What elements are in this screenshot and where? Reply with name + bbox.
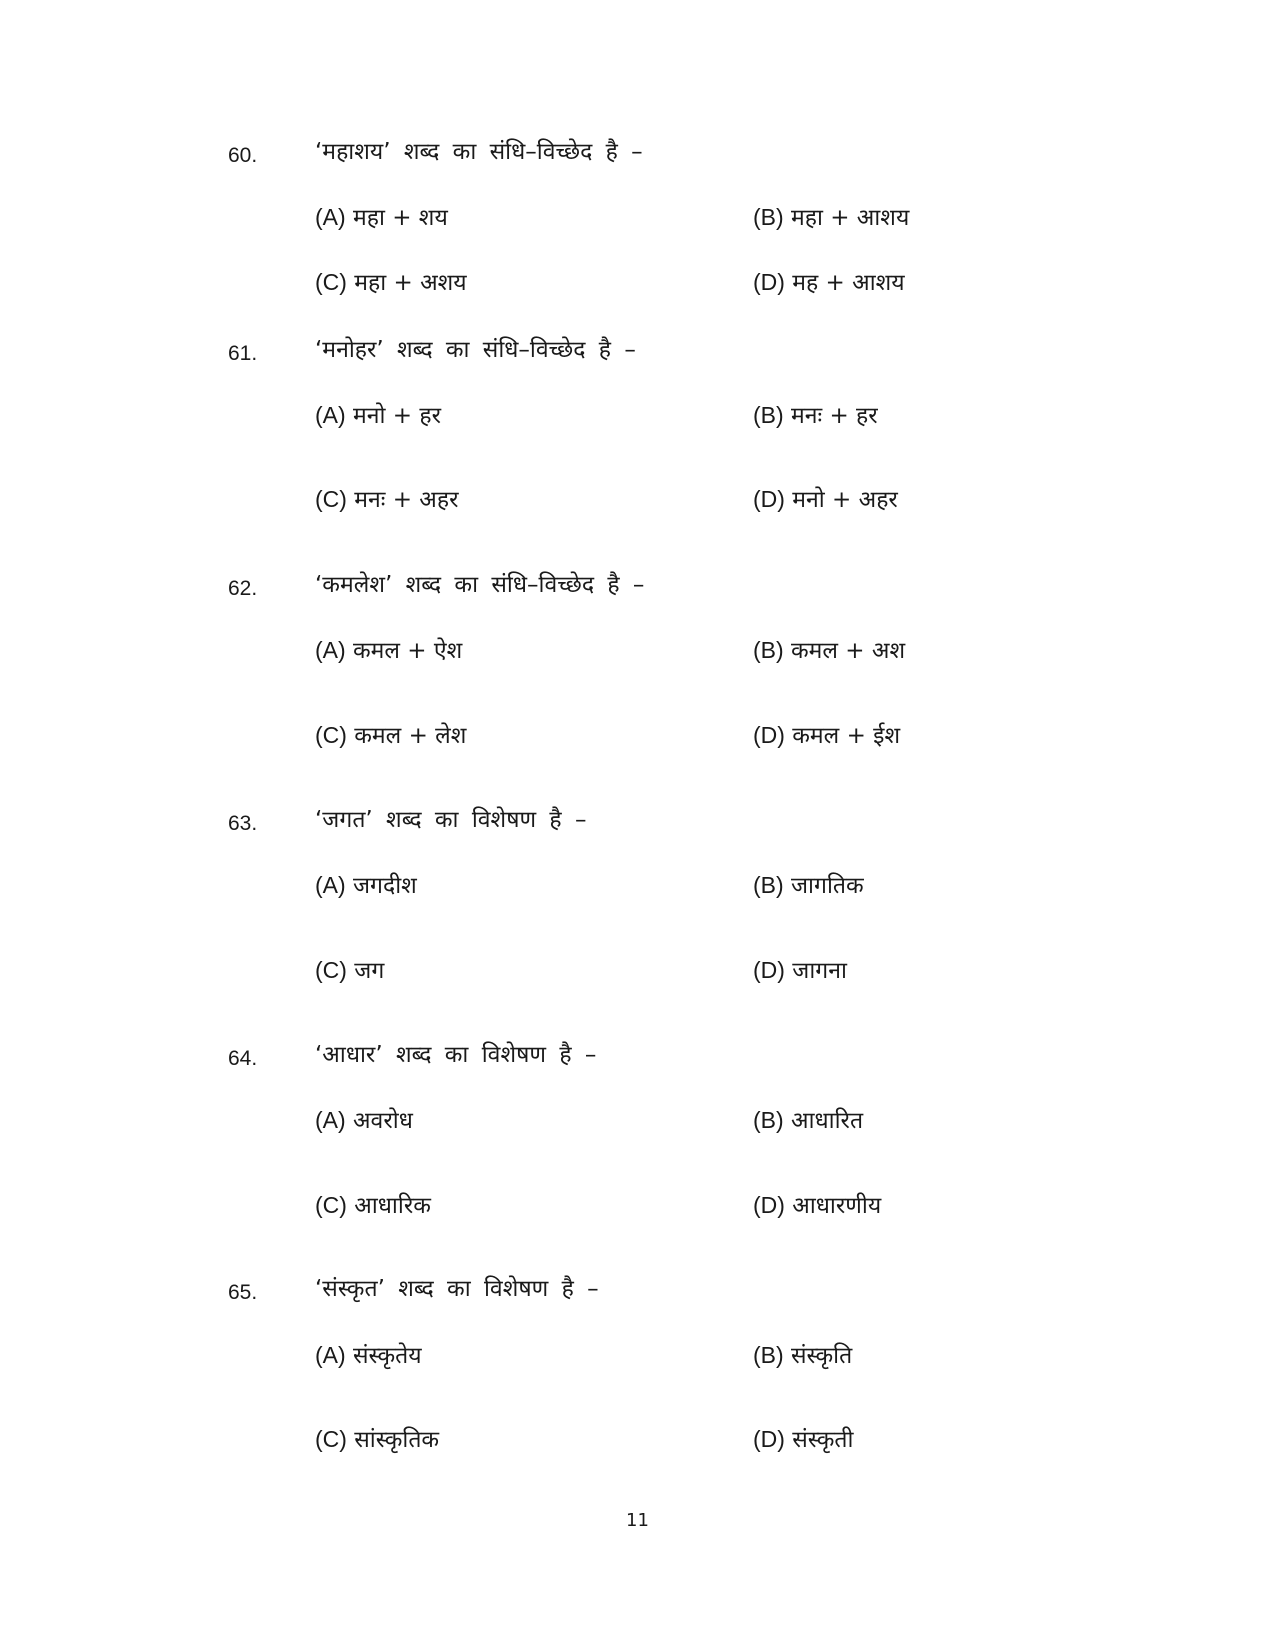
option-label: (C) [315, 269, 347, 295]
question-text: ‘जगत’ शब्द का विशेषण है – [315, 807, 587, 833]
option-a [315, 1106, 413, 1135]
question-text: ‘आधार’ शब्द का विशेषण है – [315, 1042, 597, 1068]
option-d [753, 721, 900, 750]
option-c [315, 268, 467, 297]
question-number: 65. [228, 1281, 258, 1304]
option-c [315, 1191, 431, 1220]
option-text: जगदीश [352, 873, 417, 899]
question-text: ‘मनोहर’ शब्द का संधि–विच्छेद है – [315, 337, 636, 363]
option-text: मनो + हर [352, 403, 441, 429]
option-label: (C) [315, 486, 347, 512]
option-text: आधारिक [354, 1193, 431, 1219]
option-label: (C) [315, 722, 347, 748]
option-d [753, 956, 847, 985]
option-label: (C) [315, 957, 347, 983]
option-a [315, 203, 448, 232]
option-d [753, 268, 905, 297]
option-label: (D) [753, 269, 785, 295]
option-label: (B) [753, 402, 784, 428]
question-number: 61. [228, 342, 258, 365]
option-text: महा + अशय [354, 270, 467, 296]
option-label: (A) [315, 402, 346, 428]
option-label: (A) [315, 872, 346, 898]
option-label: (D) [753, 486, 785, 512]
option-b [753, 636, 905, 665]
option-text: महा + शय [352, 205, 448, 231]
option-text: कमल + ऐश [352, 638, 463, 664]
option-b [753, 1106, 863, 1135]
option-label: (A) [315, 204, 346, 230]
question-text: ‘कमलेश’ शब्द का संधि–विच्छेद है – [315, 572, 645, 598]
option-label: (A) [315, 1342, 346, 1368]
option-a [315, 1341, 422, 1370]
option-b [753, 203, 909, 232]
option-c [315, 485, 459, 514]
question-text: ‘संस्कृत’ शब्द का विशेषण है – [315, 1276, 599, 1302]
option-label: (B) [753, 1342, 784, 1368]
option-b [753, 401, 878, 430]
option-text: कमल + ईश [792, 723, 901, 749]
option-text: महा + आशय [790, 205, 910, 231]
option-text: सांस्कृतिक [354, 1427, 440, 1453]
option-a [315, 871, 417, 900]
option-label: (B) [753, 637, 784, 663]
question-number: 64. [228, 1047, 258, 1070]
option-label: (D) [753, 1426, 785, 1452]
option-label: (A) [315, 637, 346, 663]
option-text: कमल + लेश [354, 723, 467, 749]
option-text: जागतिक [790, 873, 864, 899]
option-text: जग [354, 958, 385, 984]
option-d [753, 1425, 853, 1454]
option-text: मह + आशय [792, 270, 905, 296]
option-label: (B) [753, 872, 784, 898]
option-text: मनो + अहर [792, 487, 898, 513]
option-text: संस्कृती [792, 1427, 854, 1453]
question-number: 60. [228, 144, 258, 167]
option-b [753, 1341, 852, 1370]
option-c [315, 956, 384, 985]
option-text: आधारित [790, 1108, 864, 1134]
option-text: संस्कृति [790, 1343, 853, 1369]
option-label: (B) [753, 204, 784, 230]
option-label: (B) [753, 1107, 784, 1133]
option-d [753, 1191, 881, 1220]
option-a [315, 636, 462, 665]
option-a [315, 401, 441, 430]
question-number: 62. [228, 577, 258, 600]
question-text: ‘महाशय’ शब्द का संधि–विच्छेद है – [315, 139, 643, 165]
option-label: (C) [315, 1192, 347, 1218]
option-text: आधारणीय [792, 1193, 882, 1219]
question-number: 63. [228, 812, 258, 835]
option-text: मनः + अहर [354, 487, 459, 513]
option-text: संस्कृतेय [352, 1343, 422, 1369]
option-label: (D) [753, 1192, 785, 1218]
option-b [753, 871, 864, 900]
option-d [753, 485, 898, 514]
page-number: 11 [626, 1510, 649, 1531]
option-text: कमल + अश [790, 638, 906, 664]
option-label: (C) [315, 1426, 347, 1452]
option-text: मनः + हर [790, 403, 878, 429]
option-text: जागना [792, 958, 847, 984]
option-text: अवरोध [352, 1108, 413, 1134]
option-label: (A) [315, 1107, 346, 1133]
option-c [315, 1425, 439, 1454]
option-label: (D) [753, 722, 785, 748]
option-label: (D) [753, 957, 785, 983]
option-c [315, 721, 466, 750]
